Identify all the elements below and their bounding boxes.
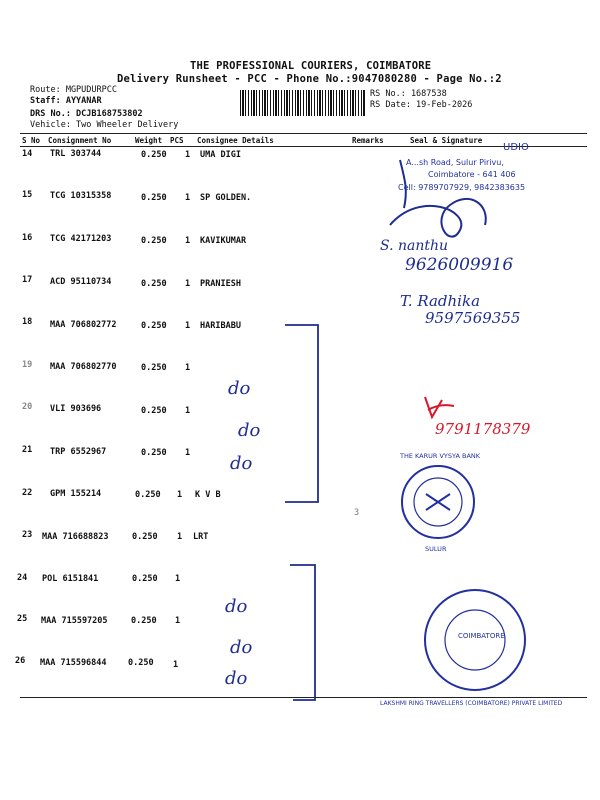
handwritten-phone-3: 9791178379: [435, 420, 531, 438]
row-pcs: 1: [185, 193, 191, 203]
row-consignment: TCG 42171203: [50, 234, 112, 244]
row-pcs: 1: [185, 150, 191, 160]
col-consignee: Consignee Details: [197, 136, 274, 145]
rs-number: RS No.: 1687538: [370, 89, 447, 99]
row-pcs: 1: [185, 363, 191, 373]
row-weight: 0.250: [135, 490, 161, 500]
red-tick-stroke: [425, 397, 454, 417]
row-sno: 23: [22, 530, 33, 540]
row-consignee: HARIBABU: [200, 321, 241, 331]
row-sno: 16: [22, 233, 33, 243]
ditto-mark: do: [228, 378, 251, 399]
company-seal-ring-inner: [445, 610, 505, 670]
col-remarks: Remarks: [352, 136, 384, 145]
row-pcs: 1: [185, 448, 191, 458]
handwritten-phone-1: 9626009916: [405, 255, 514, 275]
col-seal-signature: Seal & Signature: [410, 136, 483, 145]
table-header-rule: [20, 146, 587, 147]
row-pcs: 1: [175, 616, 181, 626]
row-weight: 0.250: [128, 658, 154, 668]
row-weight: 0.250: [141, 406, 167, 416]
row-sno: 19: [22, 360, 33, 370]
bracket-upper: [280, 320, 325, 510]
row-weight: 0.250: [141, 321, 167, 331]
bracket-lower: [285, 560, 325, 710]
row-consignment: ACD 95110734: [50, 277, 112, 287]
ditto-mark: do: [230, 453, 253, 474]
handwritten-phone-2: 9597569355: [425, 309, 521, 327]
row-sno: 15: [22, 190, 33, 200]
row-consignment: MAA 715597205: [41, 616, 108, 626]
row-weight: 0.250: [141, 150, 167, 160]
row-consignment: MAA 706802770: [50, 362, 117, 372]
ditto-mark: do: [225, 596, 248, 617]
company-seal-sub: COIMBATORE: [458, 632, 505, 640]
ditto-mark: do: [225, 668, 248, 689]
table-top-rule: [20, 133, 587, 134]
row-pcs: 1: [185, 279, 191, 289]
drs-number: DRS No.: DCJB168753802: [30, 109, 143, 119]
row-sno: 22: [22, 488, 33, 498]
row-pcs: 1: [185, 321, 191, 331]
runsheet-subtitle: Delivery Runsheet - PCC - Phone No.:9047080280 - Page No.:2: [117, 73, 502, 85]
row-weight: 0.250: [141, 193, 167, 203]
row-pcs: 1: [175, 574, 181, 584]
bank-stamp-sub: SULUR: [425, 545, 447, 553]
col-weight: Weight: [135, 136, 163, 145]
route-label: Route: MGPUDURPCC: [30, 85, 117, 95]
red-tick-signature: [420, 392, 460, 422]
row-pcs: 1: [185, 406, 191, 416]
row-pcs: 1: [173, 660, 179, 670]
ditto-mark: do: [238, 420, 261, 441]
row-consignee: LRT: [193, 532, 209, 542]
signature-name: S. nanthu: [380, 238, 449, 254]
row-consignment: MAA 706802772: [50, 320, 117, 330]
row-sno: 18: [22, 317, 33, 327]
row-sno: 24: [17, 573, 28, 583]
row-sno: 20: [22, 402, 33, 412]
row-consignment: TCG 10315358: [50, 191, 112, 201]
company-seal: [420, 585, 530, 695]
signature-stroke: [390, 160, 486, 237]
company-title: THE PROFESSIONAL COURIERS, COIMBATORE: [190, 60, 432, 72]
row-sno: 25: [17, 614, 28, 624]
col-sno: S No: [22, 136, 41, 145]
row-consignment: VLI 903696: [50, 404, 102, 414]
row-consignment: POL 6151841: [42, 574, 99, 584]
row-weight: 0.250: [131, 616, 157, 626]
row-sno: 14: [22, 149, 33, 159]
row-consignee: PRANIESH: [200, 279, 241, 289]
vehicle-label: Vehicle: Two Wheeler Delivery: [30, 120, 179, 130]
company-seal-text: LAKSHMI RING TRAVELLERS (COIMBATORE) PRIVATE LIMITED: [380, 700, 563, 707]
row-sno: 26: [15, 656, 26, 666]
row-weight: 0.250: [141, 363, 167, 373]
row-consignment: TRP 6552967: [50, 447, 107, 457]
row-weight: 0.250: [132, 574, 158, 584]
row-sno: 21: [22, 445, 33, 455]
row-weight: 0.250: [141, 279, 167, 289]
bank-stamp-text: THE KARUR VYSYA BANK: [400, 452, 481, 460]
margin-mark: 3: [354, 508, 360, 518]
handwritten-signature-2: T. Radhika: [400, 292, 481, 310]
row-consignee: SP GOLDEN.: [200, 193, 252, 203]
row-consignment: TRL 303744: [50, 149, 102, 159]
bracket-lower-stroke: [290, 565, 315, 700]
bank-stamp: [398, 462, 478, 542]
studio-stamp-label: UDIO: [503, 142, 529, 153]
staff-label: Staff: AYYANAR: [30, 96, 102, 106]
row-consignee: KAVIKUMAR: [200, 236, 247, 246]
row-sno: 17: [22, 275, 33, 285]
row-consignee: K V B: [195, 490, 221, 500]
row-weight: 0.250: [132, 532, 158, 542]
studio-stamp-line2: Coimbatore - 641 406: [428, 170, 516, 179]
ditto-mark: do: [230, 637, 253, 658]
row-consignment: MAA 715596844: [40, 658, 107, 668]
bank-stamp-mark: [426, 494, 450, 510]
col-pcs: PCS: [170, 136, 184, 145]
row-consignment: MAA 716688823: [42, 532, 109, 542]
row-weight: 0.250: [141, 236, 167, 246]
bracket-upper-stroke: [285, 325, 318, 502]
row-pcs: 1: [185, 236, 191, 246]
row-pcs: 1: [177, 532, 183, 542]
studio-stamp-line1: A...sh Road, Sulur Pirivu,: [406, 158, 504, 167]
rs-date: RS Date: 19-Feb-2026: [370, 100, 473, 110]
barcode: [240, 90, 366, 116]
studio-stamp-line3: Cell: 9789707929, 9842383635: [398, 183, 526, 192]
row-pcs: 1: [177, 490, 183, 500]
row-weight: 0.250: [141, 448, 167, 458]
row-consignment: GPM 155214: [50, 489, 102, 499]
company-seal-ring-outer: [425, 590, 525, 690]
row-consignee: UMA DIGI: [200, 150, 241, 160]
col-consignment: Consignment No: [48, 136, 112, 145]
